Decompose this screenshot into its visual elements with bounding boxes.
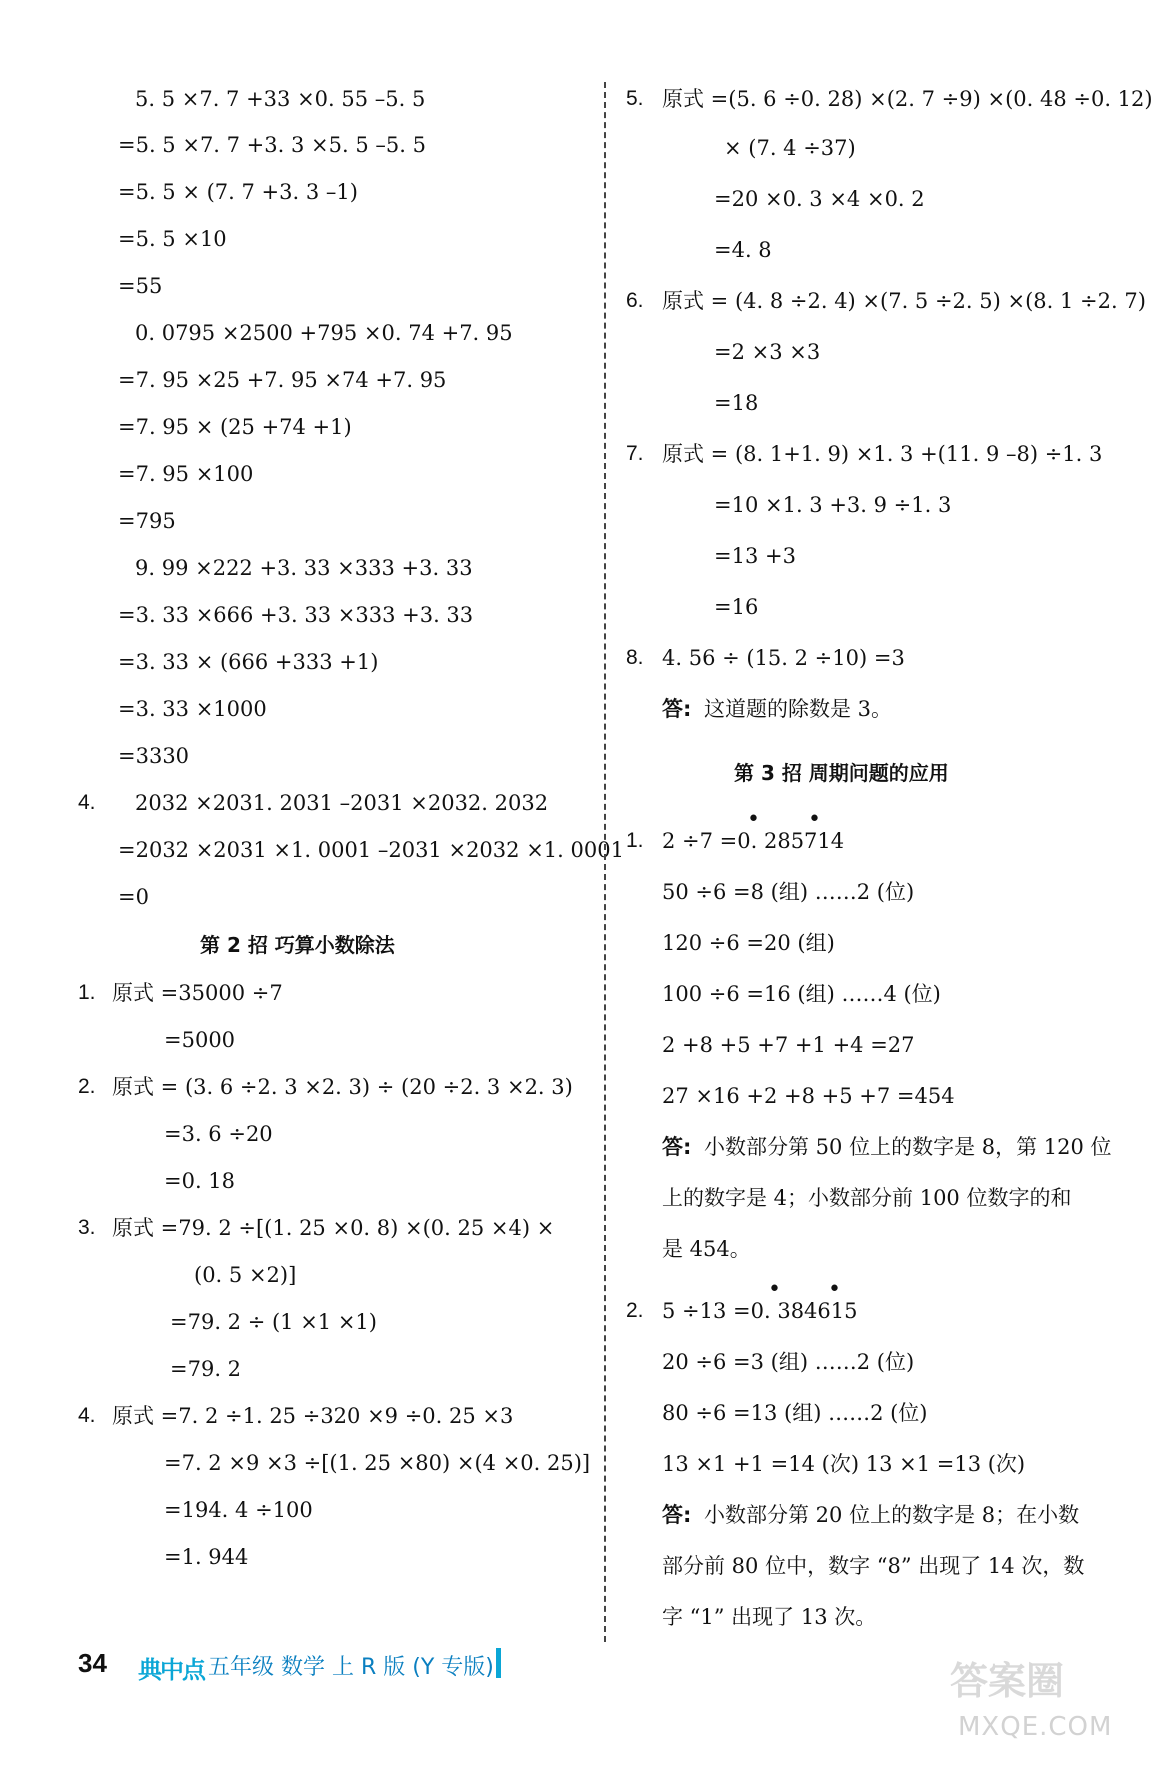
repeat-dot: • — [747, 807, 760, 832]
right-line: =13 +3 — [714, 544, 796, 568]
item-number: 7. — [626, 442, 644, 465]
right-line: =20 ×0. 3 ×4 ×0. 2 — [714, 187, 925, 211]
right-line: 100 ÷6 =16 (组) ……4 (位) — [662, 982, 941, 1006]
left-line: =5000 — [164, 1028, 236, 1052]
page-number: 34 — [78, 1648, 107, 1678]
right-line: 4. 56 ÷ (15. 2 ÷10) =3 — [662, 646, 905, 670]
item-number: 3. — [78, 1216, 96, 1239]
right-line: =4. 8 — [714, 238, 772, 262]
repeat-dot: • — [808, 807, 821, 832]
right-line: =18 — [714, 391, 759, 415]
column-divider — [604, 82, 606, 1642]
watermark-logo: 答案圈 — [950, 1659, 1065, 1703]
left-line: =3. 33 × (666 +333 +1) — [118, 650, 379, 674]
left-line: 原式 =7. 2 ÷1. 25 ÷320 ×9 ÷0. 25 ×3 — [112, 1404, 514, 1428]
book-title: 五年级 数学 上 R 版 (Y 专版) — [208, 1655, 494, 1680]
left-line: 9. 99 ×222 +3. 33 ×333 +3. 33 — [135, 556, 473, 580]
section-heading: 第 3 招 周期问题的应用 — [734, 761, 949, 785]
left-line: 原式 = (3. 6 ÷2. 3 ×2. 3) ÷ (20 ÷2. 3 ×2. 3) — [112, 1075, 573, 1099]
right-line: 120 ÷6 =20 (组) — [662, 931, 835, 955]
right-line: 原式 =(5. 6 ÷0. 28) ×(2. 7 ÷9) ×(0. 48 ÷0. 12) — [662, 87, 1153, 111]
left-line: =5. 5 × (7. 7 +3. 3 –1) — [118, 180, 358, 204]
right-line: 原式 = (4. 8 ÷2. 4) ×(7. 5 ÷2. 5) ×(8. 1 ÷2. 7) — [662, 289, 1146, 313]
repeat-dot: • — [768, 1277, 781, 1302]
right-line: =2 ×3 ×3 — [714, 340, 821, 364]
item-number: 5. — [626, 87, 644, 110]
answer-label: 答: — [662, 1135, 692, 1159]
left-line: 原式 =35000 ÷7 — [112, 981, 283, 1005]
item-number: 2. — [626, 1299, 644, 1322]
left-line: =79. 2 ÷ (1 ×1 ×1) — [170, 1310, 377, 1334]
answer-text: 是 454。 — [662, 1237, 751, 1261]
footer-accent-bar — [496, 1648, 501, 1678]
answer-label: 答: — [662, 697, 692, 721]
left-line: =3330 — [118, 744, 190, 768]
left-line: =7. 95 × (25 +74 +1) — [118, 415, 352, 439]
left-line: =7. 95 ×100 — [118, 462, 254, 486]
brand-logo: 典中点 — [138, 1656, 204, 1684]
watermark-url: MXQE.COM — [958, 1712, 1113, 1742]
left-line: =0. 18 — [164, 1169, 236, 1193]
right-line: 2 +8 +5 +7 +1 +4 =27 — [662, 1033, 915, 1057]
answer-label: 答: — [662, 1503, 692, 1527]
left-line: 原式 =79. 2 ÷[(1. 25 ×0. 8) ×(0. 25 ×4) × — [112, 1216, 555, 1240]
item-number: 4. — [78, 791, 96, 814]
item-number: 2. — [78, 1075, 96, 1098]
right-line: 原式 = (8. 1+1. 9) ×1. 3 +(11. 9 –8) ÷1. 3 — [662, 442, 1103, 466]
right-line: 5 ÷13 =0. 384615 — [662, 1299, 858, 1323]
left-line: =0 — [118, 885, 149, 909]
answer-text: 这道题的除数是 3。 — [704, 697, 893, 721]
right-line: 13 ×1 +1 =14 (次) 13 ×1 =13 (次) — [662, 1452, 1026, 1476]
left-line: =795 — [118, 509, 176, 533]
item-number: 6. — [626, 289, 644, 312]
left-line: =5. 5 ×7. 7 +3. 3 ×5. 5 –5. 5 — [118, 133, 426, 157]
right-line: 2 ÷7 =0. 285714 — [662, 829, 845, 853]
item-number: 8. — [626, 646, 644, 669]
right-line: =10 ×1. 3 +3. 9 ÷1. 3 — [714, 493, 952, 517]
left-line: 5. 5 ×7. 7 +33 ×0. 55 –5. 5 — [135, 87, 426, 111]
left-line: =3. 6 ÷20 — [164, 1122, 273, 1146]
left-line: 0. 0795 ×2500 +795 ×0. 74 +7. 95 — [135, 321, 513, 345]
left-line: =3. 33 ×1000 — [118, 697, 267, 721]
item-number: 1. — [78, 981, 96, 1004]
left-line: =194. 4 ÷100 — [164, 1498, 313, 1522]
item-number: 4. — [78, 1404, 96, 1427]
right-line: 20 ÷6 =3 (组) ……2 (位) — [662, 1350, 915, 1374]
left-line: 2032 ×2031. 2031 –2031 ×2032. 2032 — [135, 791, 549, 815]
section-heading: 第 2 招 巧算小数除法 — [200, 933, 395, 957]
repeat-dot: • — [828, 1277, 841, 1302]
left-line: (0. 5 ×2)] — [194, 1263, 297, 1287]
left-line: =55 — [118, 274, 163, 298]
right-line: 80 ÷6 =13 (组) ……2 (位) — [662, 1401, 928, 1425]
right-line: =16 — [714, 595, 759, 619]
right-line: 27 ×16 +2 +8 +5 +7 =454 — [662, 1084, 955, 1108]
left-line: =1. 944 — [164, 1545, 249, 1569]
left-line: =79. 2 — [170, 1357, 242, 1381]
answer-text: 小数部分第 20 位上的数字是 8；在小数 — [704, 1503, 1080, 1527]
left-line: =7. 95 ×25 +7. 95 ×74 +7. 95 — [118, 368, 447, 392]
left-line: =7. 2 ×9 ×3 ÷[(1. 25 ×80) ×(4 ×0. 25)] — [164, 1451, 591, 1475]
right-line: 50 ÷6 =8 (组) ……2 (位) — [662, 880, 915, 904]
left-line: =2032 ×2031 ×1. 0001 –2031 ×2032 ×1. 0001 — [118, 838, 624, 862]
answer-text: 部分前 80 位中，数字 “8” 出现了 14 次，数 — [662, 1554, 1085, 1578]
left-line: =5. 5 ×10 — [118, 227, 227, 251]
item-number: 1. — [626, 829, 644, 852]
answer-text: 小数部分第 50 位上的数字是 8，第 120 位 — [704, 1135, 1112, 1159]
answer-text: 字 “1” 出现了 13 次。 — [662, 1605, 877, 1629]
right-line: × (7. 4 ÷37) — [724, 136, 856, 160]
left-line: =3. 33 ×666 +3. 33 ×333 +3. 33 — [118, 603, 474, 627]
answer-text: 上的数字是 4；小数部分前 100 位数字的和 — [662, 1186, 1072, 1210]
